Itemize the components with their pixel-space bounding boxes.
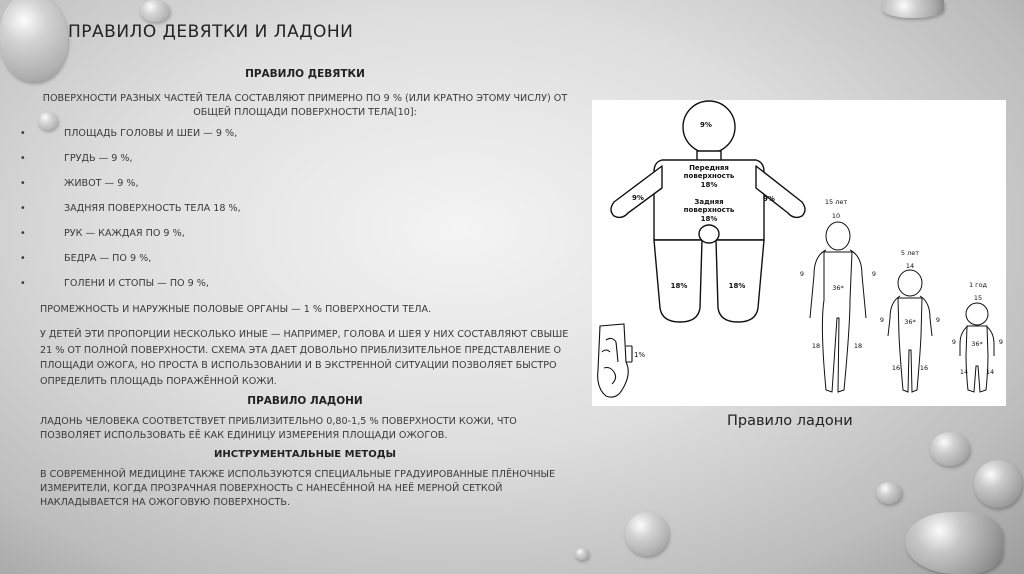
bullet-icon: • [20, 153, 26, 164]
child15-body [822, 252, 852, 392]
child5-head-value: 14 [905, 262, 915, 270]
child15-age: 15 лет [824, 198, 848, 206]
child5-leg-l-value: 16 [891, 364, 901, 372]
child-5-figure [888, 270, 932, 392]
adult-leg-left-value: 18% [670, 282, 688, 290]
list-item: • ГОЛЕНИ И СТОПЫ — ПО 9 %, [20, 278, 209, 289]
child1-leg-r-value: 14 [985, 368, 995, 376]
instrumental-text: В СОВРЕМЕННОЙ МЕДИЦИНЕ ТАКЖЕ ИСПОЛЬЗУЮТСЯ СПЕЦИАЛЬНЫЕ ГРАДУИРОВАННЫЕ ПЛЁНОЧНЫЕ ИЗМЕРИТЕЛИ, КОГДА ПРОЗРАЧНАЯ ПОВЕРХНОСТЬ С НАНЕСЁННОЙ НА НЕЁ МЕРНОЙ СЕТКОЙ НАКЛАДЫВАЕТСЯ НА ОЖОГОВУЮ ПОВЕРХНОСТЬ. [40, 469, 556, 508]
child15-head [826, 222, 850, 250]
hand-shape [598, 324, 629, 397]
bullet-icon: • [20, 228, 26, 239]
adult-groin-shape [699, 225, 719, 243]
child15-leg-l-value: 18 [811, 342, 821, 350]
adult-arm-right-value: 9% [763, 195, 775, 203]
child5-trunk-value: 36* [904, 318, 916, 326]
adult-back-value: 18% [700, 215, 718, 223]
child1-arm-r-value: 9 [998, 338, 1004, 346]
child1-arm-value: 9 [951, 338, 957, 346]
palm-drawing [598, 324, 632, 397]
water-drop-decoration [625, 512, 669, 556]
adult-back-label-2: поверхность [683, 206, 735, 214]
body-surface-diagram [592, 100, 1006, 406]
adult-back-label-1: Задняя [694, 198, 724, 206]
child5-body [898, 298, 922, 392]
child1-body [966, 326, 988, 392]
bullet-icon: • [20, 178, 26, 189]
adult-leg-right-value: 18% [728, 282, 746, 290]
section-heading-palm: ПРАВИЛО ЛАДОНИ [247, 395, 363, 407]
hand-value: 1% [634, 351, 646, 359]
child15-arm-r-value: 9 [871, 270, 877, 278]
child5-leg-r-value: 16 [919, 364, 929, 372]
text-content [20, 68, 570, 520]
child5-arms [888, 296, 932, 336]
adult-front-label-2: поверхность [683, 172, 735, 180]
child5-head [898, 270, 922, 296]
water-drop-decoration [930, 432, 970, 466]
perineum-text: ПРОМЕЖНОСТЬ И НАРУЖНЫЕ ПОЛОВЫЕ ОРГАНЫ — 1 % ПОВЕРХНОСТИ ТЕЛА. [40, 304, 432, 315]
child5-arm-r-value: 9 [935, 316, 941, 324]
water-drop-decoration [140, 0, 170, 22]
child1-leg-l-value: 14 [959, 368, 969, 376]
bullet-icon: • [20, 203, 26, 214]
adult-front-value: 18% [700, 181, 718, 189]
adult-head-value: 9% [700, 121, 712, 129]
section-heading-nine: ПРАВИЛО ДЕВЯТКИ [245, 68, 365, 80]
water-drop-decoration [905, 512, 1003, 574]
child-15-figure [810, 222, 866, 392]
child15-arm-value: 9 [799, 270, 805, 278]
list-item: • ПЛОЩАДЬ ГОЛОВЫ И ШЕИ — 9 %, [20, 128, 238, 139]
water-drop-decoration [882, 0, 944, 18]
water-drop-decoration [876, 482, 902, 504]
child15-trunk-value: 36* [832, 284, 844, 292]
list-item: • ЖИВОТ — 9 %, [20, 178, 139, 189]
list-item: • РУК — КАЖДАЯ ПО 9 %, [20, 228, 185, 239]
hand-bracket [626, 346, 632, 362]
adult-right-leg-shape [716, 240, 764, 322]
child1-trunk-value: 36* [971, 340, 983, 348]
bullet-icon: • [20, 278, 26, 289]
adult-front-label-1: Передняя [689, 164, 729, 172]
palm-rule-text: ЛАДОНЬ ЧЕЛОВЕКА СООТВЕТСТВУЕТ ПРИБЛИЗИТЕЛЬНО 0,80-1,5 % ПОВЕРХНОСТИ КОЖИ, ЧТО ПОЗВОЛЯЕТ ИСПОЛЬЗОВАТЬ ЕЁ КАК ЕДИНИЦУ ИЗМЕРЕНИЯ ПЛОЩАДИ ОЖОГОВ. [40, 416, 517, 441]
child1-head [966, 303, 988, 325]
list-item: • БЕДРА — ПО 9 %, [20, 253, 152, 264]
page-title: ПРАВИЛО ДЕВЯТКИ И ЛАДОНИ [68, 22, 354, 42]
child15-leg-r-value: 18 [853, 342, 863, 350]
figure-caption: Правило ладони [727, 413, 853, 429]
rule-of-nines-intro: ПОВЕРХНОСТИ РАЗНЫХ ЧАСТЕЙ ТЕЛА СОСТАВЛЯЮТ ПРИМЕРНО ПО 9 % (ИЛИ КРАТНО ЭТОМУ ЧИСЛУ) ОТ ОБЩЕЙ ПЛОЩАДИ ПОВЕРХНОСТИ ТЕЛА[10]: [42, 93, 568, 118]
list-item: • ЗАДНЯЯ ПОВЕРХНОСТЬ ТЕЛА 18 %, [20, 203, 241, 214]
adult-arm-left-value: 9% [632, 194, 644, 202]
children-text: У ДЕТЕЙ ЭТИ ПРОПОРЦИИ НЕСКОЛЬКО ИНЫЕ — НАПРИМЕР, ГОЛОВА И ШЕЯ У НИХ СОСТАВЛЯЮТ СВЫШЕ 21 % ОТ ПОЛНОЙ ПОВЕРХНОСТИ. СХЕМА ЭТА ДАЕТ ДОВОЛЬНО ПРИБЛИЗИТЕЛЬНОЕ ПРЕДСТАВЛЕНИЕ О ПЛОЩАДИ ОЖОГА, НО ПРОСТА В ИСПОЛЬЗОВАНИИ И В ЭКСТРЕННОЙ СИТУАЦИИ ПОЗВОЛЯЕТ БЫСТРО ОПРЕДЕЛИТЬ ПЛОЩАДЬ ПОРАЖЁННОЙ КОЖИ. [40, 329, 569, 387]
child5-arm-value: 9 [879, 316, 885, 324]
list-item: • ГРУДЬ — 9 %, [20, 153, 133, 164]
section-heading-instrumental: ИНСТРУМЕНТАЛЬНЫЕ МЕТОДЫ [214, 449, 396, 460]
bullet-icon: • [20, 128, 26, 139]
adult-left-leg-shape [654, 240, 702, 322]
child5-age: 5 лет [900, 249, 920, 257]
water-drop-decoration [575, 548, 589, 560]
water-drop-decoration [974, 460, 1022, 508]
body-diagram-svg [592, 100, 1006, 406]
child15-head-value: 10 [831, 212, 841, 220]
bullet-icon: • [20, 253, 26, 264]
child1-head-value: 15 [973, 294, 983, 302]
child1-age: 1 год [968, 281, 988, 289]
